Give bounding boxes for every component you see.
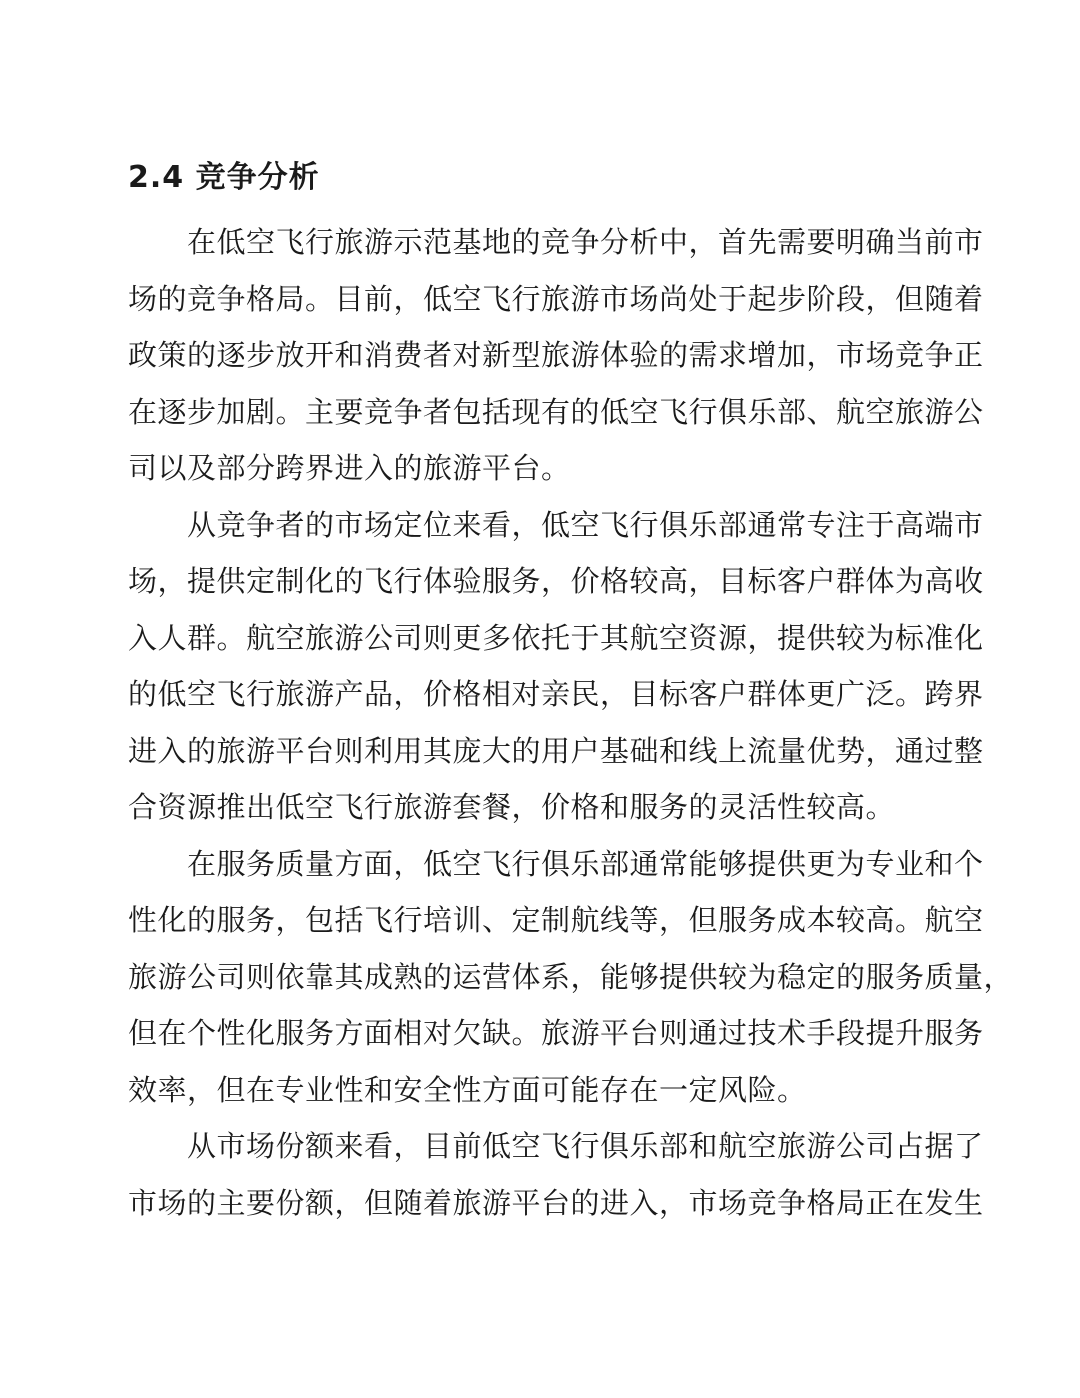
- text-line: 进入的旅游平台则利用其庞大的用户基础和线上流量优势，通过整: [128, 733, 984, 768]
- paragraph-market-positioning: [128, 497, 984, 836]
- section-heading: 2.4 竞争分析: [128, 160, 320, 195]
- text-line: 政策的逐步放开和消费者对新型旅游体验的需求增加，市场竞争正: [128, 338, 984, 372]
- text-line: 司以及部分跨界进入的旅游平台。: [128, 451, 571, 485]
- text-line: 场的竞争格局。目前，低空飞行旅游市场尚处于起步阶段，但随着: [128, 281, 984, 316]
- text-line: 入人群。航空旅游公司则更多依托于其航空资源，提供较为标准化: [128, 620, 984, 655]
- text-line: 性化的服务，包括飞行培训、定制航线等，但服务成本较高。航空: [128, 903, 984, 937]
- text-line: 从市场份额来看，目前低空飞行俱乐部和航空旅游公司占据了: [128, 1129, 984, 1163]
- text-line: 从竞争者的市场定位来看，低空飞行俱乐部通常专注于高端市: [128, 507, 984, 542]
- text-line: 场，提供定制化的飞行体验服务，价格较高，目标客户群体为高收: [128, 564, 984, 598]
- paragraph-market-share: [128, 1118, 984, 1231]
- text-line: 效率，但在专业性和安全性方面可能存在一定风险。: [128, 1072, 807, 1107]
- text-line: 在低空飞行旅游示范基地的竞争分析中，首先需要明确当前市: [128, 225, 984, 259]
- text-line: 在服务质量方面，低空飞行俱乐部通常能够提供更为专业和个: [128, 846, 984, 881]
- text-line: 在逐步加剧。主要竞争者包括现有的低空飞行俱乐部、航空旅游公: [128, 394, 984, 429]
- body-text: [128, 214, 1014, 1231]
- paragraph-service-quality: [128, 836, 1014, 1119]
- text-line: 合资源推出低空飞行旅游套餐，价格和服务的灵活性较高。: [128, 790, 896, 824]
- text-line: 市场的主要份额，但随着旅游平台的进入，市场竞争格局正在发生: [128, 1185, 984, 1220]
- text-line: 旅游公司则依靠其成熟的运营体系，能够提供较为稳定的服务质量，: [128, 959, 1014, 994]
- text-line: 但在个性化服务方面相对欠缺。旅游平台则通过技术手段提升服务: [128, 1016, 984, 1050]
- paragraph-competitive-landscape: [128, 214, 984, 497]
- text-line: 的低空飞行旅游产品，价格相对亲民，目标客户群体更广泛。跨界: [128, 677, 984, 711]
